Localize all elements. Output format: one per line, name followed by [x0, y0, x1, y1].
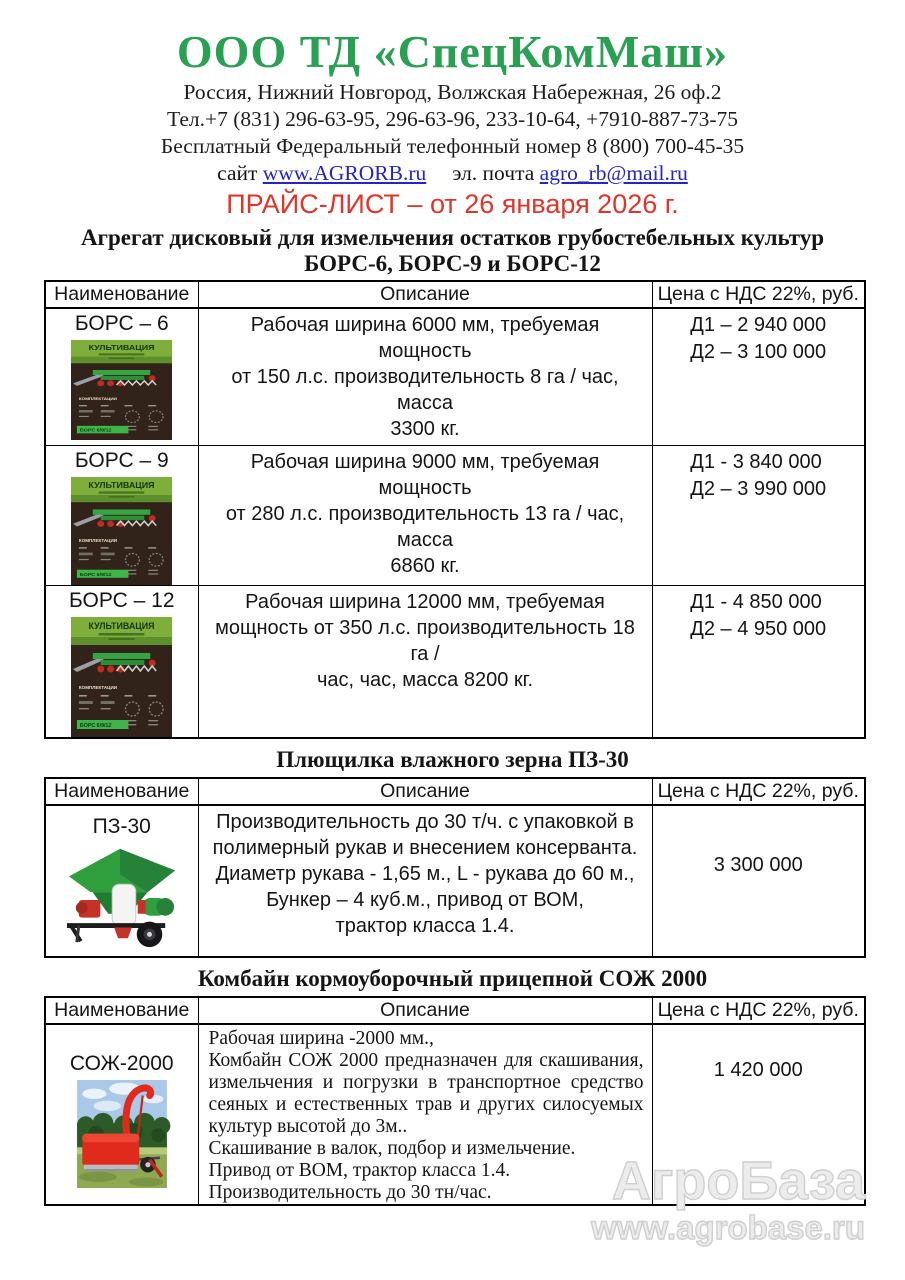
- desc-line: 3300 кг.: [390, 417, 460, 440]
- desc-line: полимерный рукав и внесением консерванта.: [212, 836, 638, 859]
- poster-model-text: БОРС 6/9/12: [80, 722, 112, 729]
- bors-table-header-row: [45, 281, 865, 308]
- product-name: БОРС – 9: [74, 448, 169, 472]
- column-header-desc: Описание: [198, 281, 652, 308]
- price-d2: Д2 – 3 990 000: [690, 477, 827, 500]
- poster-model-text: БОРС 6/9/12: [80, 428, 112, 434]
- price-value: 3 300 000: [713, 853, 803, 876]
- price-d1: Д1 – 2 940 000: [690, 313, 827, 336]
- column-header-name: Наименование: [45, 281, 198, 308]
- site-label: сайт: [217, 160, 258, 185]
- bors-12-name-cell: [45, 585, 198, 738]
- site-email-line: [0, 160, 905, 187]
- bors-9-price-cell: [652, 445, 865, 585]
- sozh-price-cell: [652, 1024, 865, 1205]
- column-header-price: Цена с НДС 22%, руб.: [652, 997, 865, 1024]
- product-name: БОРС – 6: [74, 311, 169, 335]
- desc-paragraph: Рабочая ширина -2000 мм.,: [208, 1027, 434, 1049]
- watermark-brand: АгроБаза: [611, 1151, 865, 1211]
- price-d2: Д2 – 4 950 000: [690, 617, 827, 640]
- product-name: БОРС – 12: [68, 588, 175, 612]
- bors-9-desc-cell: [198, 445, 652, 585]
- desc-line: трактор класса 1.4.: [335, 914, 515, 937]
- bors-6-name-cell: [45, 308, 198, 446]
- pricelist-date: ПРАЙС-ЛИСТ – от 26 января 2026 г.: [226, 188, 679, 219]
- table-row-pz30: [45, 805, 865, 957]
- poster-title-text: КУЛЬТИВАЦИЯ: [88, 343, 155, 352]
- pz30-section-title: Плющилка влажного зерна ПЗ-30: [276, 746, 629, 772]
- desc-line: мощность от 350 л.с. производительность 18 га /: [215, 616, 635, 665]
- table-row-bors-6: [45, 308, 865, 446]
- desc-paragraph: Комбайн СОЖ 2000 предназначен для скашивания, измельчения и погрузки в транспортное средство сеяных и естественных трав и других силосуемых культур высотой до 3м..: [208, 1049, 644, 1137]
- poster-title-text: КУЛЬТИВАЦИЯ: [88, 620, 155, 631]
- desc-line: 6860 кг.: [390, 554, 460, 577]
- bors-6-poster-image: [71, 340, 172, 440]
- price-d1: Д1 - 3 840 000: [690, 450, 822, 473]
- poster-model-text: БОРС 6/9/12: [80, 572, 112, 578]
- company-phones: Тел.+7 (831) 296-63-95, 296-63-96, 233-10-64, +7910-887-73-75: [167, 106, 738, 131]
- website-link[interactable]: www.AGRORB.ru: [262, 160, 427, 185]
- table-row-sozh2000: [45, 1024, 865, 1205]
- price-d1: Д1 - 4 850 000: [690, 590, 822, 613]
- pz30-name-cell: [45, 805, 198, 957]
- desc-line: Рабочая ширина 6000 мм, требуемая мощность: [250, 313, 600, 362]
- bors-6-desc-cell: [198, 308, 652, 446]
- sozh-table-header-row: [45, 997, 865, 1024]
- column-header-price: Цена с НДС 22%, руб.: [652, 778, 865, 805]
- desc-line: Бункер – 4 куб.м., привод от ВОМ,: [266, 888, 584, 911]
- pz30-price-cell: [652, 805, 865, 957]
- pz30-table-header-row: [45, 778, 865, 805]
- bors-section-title: Агрегат дисковый для измельчения остатков грубостебельных культур БОРС-6, БОРС-9 и БОРС-12: [80, 224, 825, 276]
- email-label: эл. почта: [452, 160, 535, 185]
- poster-config-text: КОМПЛЕКТАЦИИ: [79, 684, 118, 690]
- bors-9-poster-image: [71, 477, 172, 585]
- column-header-desc: Описание: [198, 997, 652, 1024]
- column-header-price: Цена с НДС 22%, руб.: [652, 281, 865, 308]
- bors-12-desc-cell: [198, 585, 652, 738]
- bors-6-price-cell: [652, 308, 865, 446]
- sozh-desc-cell: [198, 1024, 652, 1205]
- desc-paragraph: Скашивание в валок, подбор и измельчение.: [208, 1137, 576, 1159]
- column-header-desc: Описание: [198, 778, 652, 805]
- sozh-name-cell: [45, 1024, 198, 1205]
- sozh-section-title: Комбайн кормоуборочный прицепной СОЖ 2000: [197, 965, 708, 991]
- company-address: Россия, Нижний Новгород, Волжская Набережная, 26 оф.2: [183, 79, 722, 104]
- pz30-desc-cell: [198, 805, 652, 957]
- desc-line: от 280 л.с. производительность 13 га / час, масса: [225, 502, 625, 551]
- product-name: ПЗ-30: [92, 814, 151, 838]
- company-title: ООО ТД «СпецКомМаш»: [176, 26, 729, 77]
- bors-table: [44, 280, 866, 739]
- email-link[interactable]: agro_rb@mail.ru: [539, 160, 688, 185]
- bors-9-name-cell: [45, 445, 198, 585]
- bors-12-price-cell: [652, 585, 865, 738]
- table-row-bors-9: [45, 445, 865, 585]
- table-row-bors-12: [45, 585, 865, 738]
- price-value: 1 420 000: [713, 1058, 803, 1081]
- desc-line: Диаметр рукава - 1,65 м., L - рукава до 60 м.,: [215, 862, 635, 885]
- product-name: СОЖ-2000: [69, 1051, 174, 1075]
- column-header-name: Наименование: [45, 778, 198, 805]
- desc-line: Рабочая ширина 9000 мм, требуемая мощность: [250, 450, 600, 499]
- desc-line: от 150 л.с. производительность 8 га / час, масса: [231, 365, 619, 414]
- watermark-url: www.agrobase.ru: [591, 1209, 865, 1246]
- bors-12-poster-image: [71, 617, 172, 737]
- poster-config-text: КОМПЛЕКТАЦИИ: [79, 537, 118, 543]
- price-d2: Д2 – 3 100 000: [690, 340, 827, 363]
- poster-config-text: КОМПЛЕКТАЦИИ: [79, 396, 118, 401]
- desc-line: Рабочая ширина 12000 мм, требуемая: [245, 590, 605, 613]
- sozh-table: [44, 996, 866, 1206]
- desc-paragraph: Производительность до 30 тн/час.: [208, 1181, 492, 1203]
- poster-title-text: КУЛЬТИВАЦИЯ: [88, 480, 155, 490]
- column-header-name: Наименование: [45, 997, 198, 1024]
- pz30-table: [44, 777, 866, 958]
- desc-line: час, час, масса 8200 кг.: [316, 668, 534, 691]
- desc-line: Производительность до 30 т/ч. с упаковкой в: [216, 810, 634, 833]
- tollfree-phone: Бесплатный Федеральный телефонный номер 8 (800) 700-45-35: [160, 133, 745, 158]
- pz30-machine-image: [62, 843, 182, 955]
- desc-paragraph: Привод от ВОМ, трактор класса 1.4.: [208, 1159, 511, 1181]
- sozh2000-machine-image: [70, 1080, 174, 1188]
